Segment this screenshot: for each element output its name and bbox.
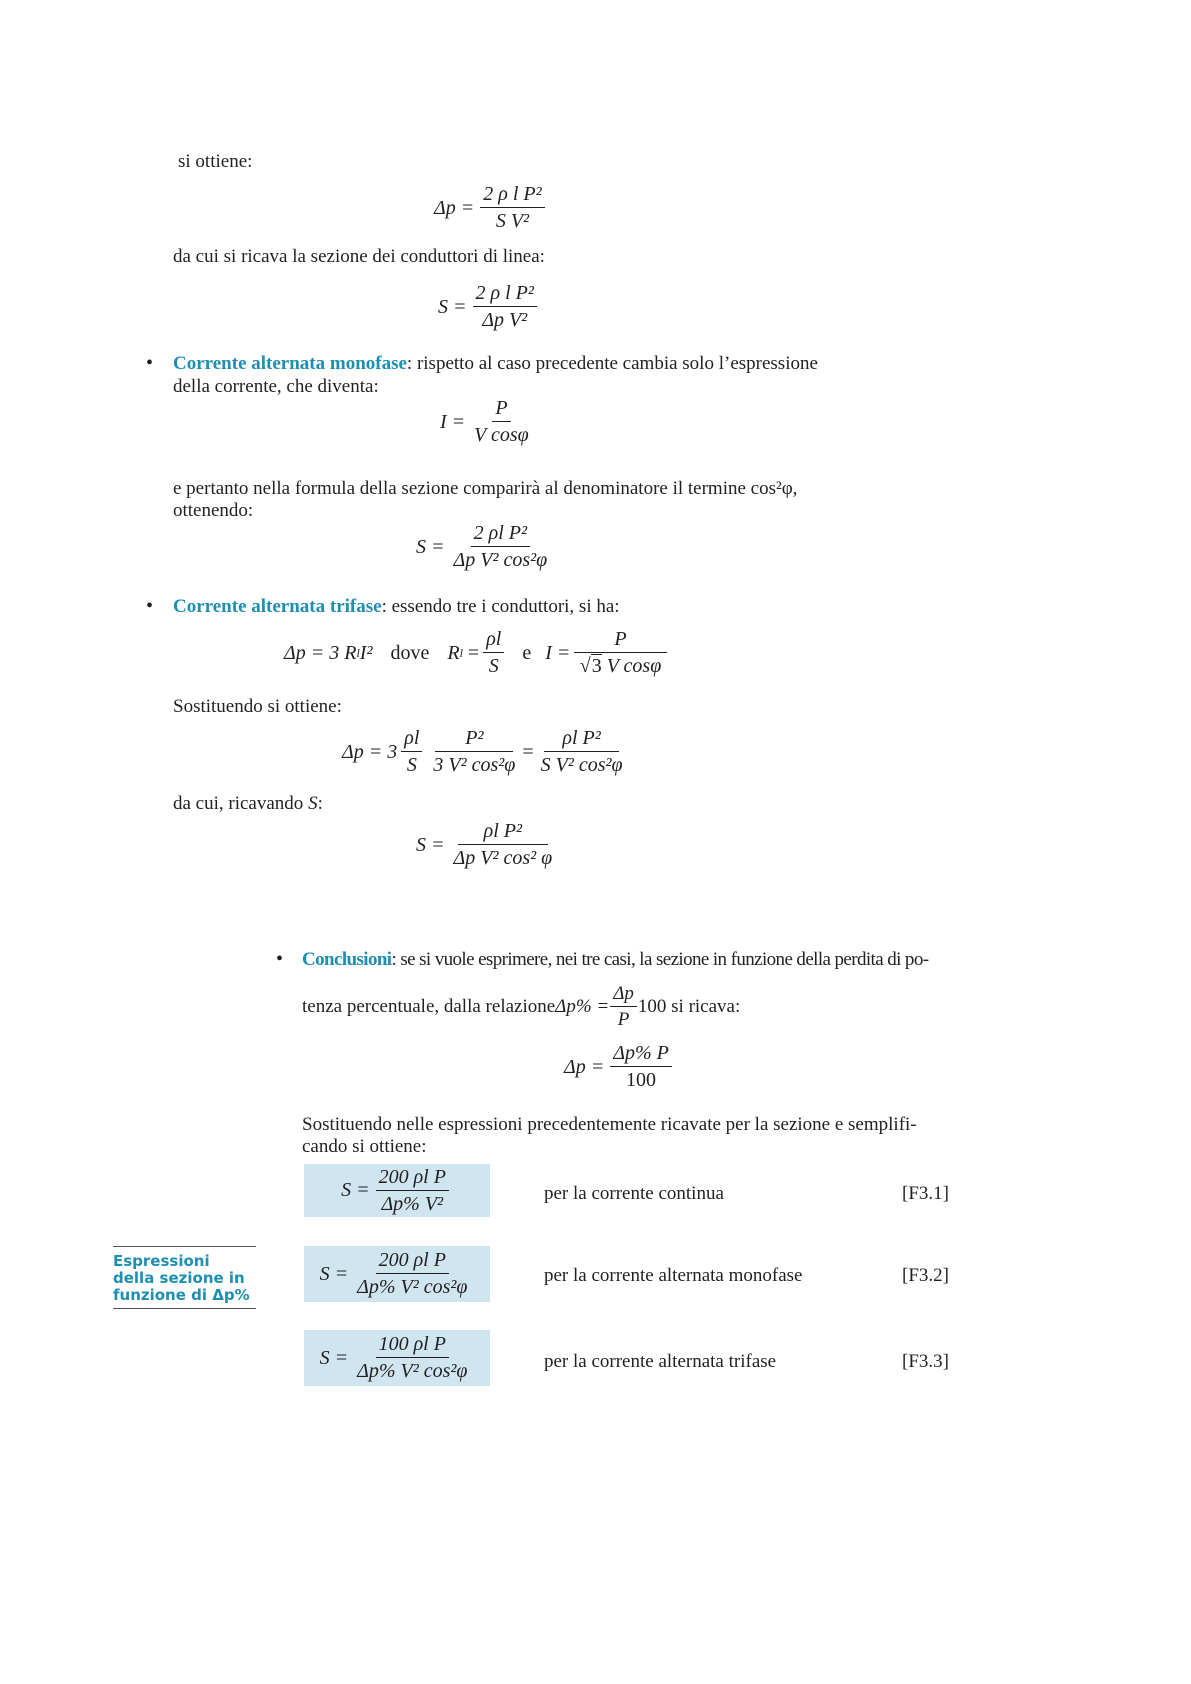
concl-heading-line [302,948,928,971]
bullet-icon: • [146,352,154,374]
eq-numerator: ρl P² [458,820,548,845]
eq-numerator: Δp% P [610,1042,672,1067]
sqrt-icon: √ [579,655,591,677]
eq-denominator: 3 V² cos²φ [433,754,516,776]
eq-denominator: Δp V² cos² φ [453,847,553,869]
sidenote-line: della sezione in [113,1269,245,1287]
sidenote [113,1246,256,1309]
eq-lhs: I = [440,410,466,433]
text-variable: S [308,793,318,814]
eq-numerator: 100 ρl P [376,1333,449,1358]
eq-numerator: 2 ρl P² [471,522,530,547]
keyword-conclusioni: Conclusioni [302,949,392,970]
formula-reference: [F3.2] [902,1265,949,1286]
formula-reference: [F3.3] [902,1351,949,1372]
eq-numerator: Δp [610,983,637,1007]
equation-substitution-tri [342,727,630,777]
intro-text: si ottiene: [178,151,253,172]
eq-denominator: Δp V² cos²φ [453,549,548,571]
eq-lhs: Δp = 3 [342,740,398,763]
eq-denominator: Δp% V² [381,1192,444,1215]
equation-section-mono [416,522,554,572]
eq-numerator: 2 ρ l P² [473,282,537,307]
eq-denominator: Δp% V² cos²φ [357,1360,468,1382]
paragraph-text: della corrente, che diventa: [173,376,379,397]
eq-denominator: S [488,655,499,677]
eq-denominator: S V² cos²φ [540,754,623,776]
paragraph-text: da cui si ricava la sezione dei conduttori di linea: [173,246,545,267]
paragraph-text: 100 si ricava: [637,996,741,1017]
eq-lhs: S = [319,1346,349,1369]
eq-numerator: P² [435,727,513,752]
eq-part: Δp = 3 R [284,641,357,664]
equation-delta-p-cc [434,183,549,233]
eq-numerator: 2 ρ l P² [480,183,544,208]
eq-denominator: P [617,1009,630,1030]
eq-denominator: V cosφ [474,424,529,446]
eq-denominator [577,653,665,678]
bullet-icon: • [146,595,154,617]
eq-sign: = [522,740,534,763]
bullet-icon: • [276,948,284,970]
formula-box-f3-1 [304,1164,490,1217]
paragraph-text: tenza percentuale, dalla relazione [302,996,556,1017]
eq-denominator: Δp% V² cos²φ [357,1276,468,1298]
equation-delta-p-tri: Δp = 3 R l I² dove R l = $\frac{\rho l}{S}$ e I = $\frac{P}{\text{√3 V cosφ}}$ [284,628,671,678]
formula [304,1164,490,1217]
eq-lhs: Δp = [434,196,475,219]
paragraph-text [173,792,323,815]
formula-reference: [F3.1] [902,1183,949,1204]
paragraph-text: e pertanto nella formula della sezione comparirà al denominatore il termine cos²φ, [173,478,798,499]
eq-numerator: P [492,397,510,422]
text-part: da cui, ricavando [173,793,309,814]
paragraph-text: : rispetto al caso precedente cambia solo l’espressione [406,353,818,374]
paragraph-text: Sostituendo si ottiene: [173,696,342,717]
formula-box-f3-3 [304,1330,490,1386]
sidenote-line: funzione di Δp% [113,1286,250,1304]
tri-heading-line [173,595,620,618]
eq-part: I² [359,641,373,664]
eq-numerator: ρl P² [544,727,618,752]
formula-description: per la corrente alternata monofase [544,1265,803,1286]
keyword-trifase: Corrente alternata trifase [173,596,382,617]
eq-numerator: 200 ρl P [376,1249,449,1274]
mono-heading-line [173,352,818,375]
eq-den-rest: V cosφ [601,655,662,677]
eq-lhs: S = [416,833,445,856]
formula-description: per la corrente alternata trifase [544,1351,777,1372]
eq-lhs: S = [341,1179,370,1201]
paragraph-text: Sostituendo nelle espressioni precedentemente ricavate per la sezione e semplifi- [302,1114,917,1135]
eq-denominator: 100 [626,1069,657,1091]
formula-description: per la corrente continua [544,1183,724,1204]
eq-denominator: Δp V² [482,309,528,331]
eq-lhs: S = [319,1262,349,1285]
relation-line [302,983,740,1031]
formula [304,1330,490,1386]
equation-section-cc [438,282,541,332]
formula-box-f3-2 [304,1246,490,1302]
eq-sign: = [467,641,480,664]
keyword-monofase: Corrente alternata monofase [173,353,407,374]
equation-current-mono [440,397,536,447]
paragraph-text: cando si ottiene: [302,1136,427,1157]
paragraph-text: ottenendo: [173,500,254,521]
eq-numerator: ρl [483,628,504,653]
eq-part: I = [545,641,571,664]
eq-numerator: P [574,628,666,653]
paragraph-text: : se si vuole esprimere, nei tre casi, la sezione in funzione della perdita di po- [391,949,929,970]
eq-numerator: ρl [401,727,422,752]
eq-lhs: S = [416,535,445,558]
sidenote-line: Espressioni [113,1252,210,1270]
equation-delta-p-percent [564,1042,676,1092]
eq-lhs: Δp% = [555,996,610,1017]
eq-lhs: Δp = [564,1055,605,1078]
eq-part: R [447,641,460,664]
eq-dove-word: dove [390,641,430,664]
eq-radicand: 3 [591,655,602,677]
eq-numerator: 200 ρl P [376,1166,449,1191]
eq-denominator: S [406,754,417,776]
formula [304,1246,490,1302]
eq-e-word: e [522,641,532,664]
text-part: : [317,793,323,814]
eq-denominator: S V² [495,210,530,232]
eq-lhs: S = [438,295,467,318]
paragraph-text: : essendo tre i conduttori, si ha: [381,596,620,617]
equation-section-tri [416,820,559,870]
